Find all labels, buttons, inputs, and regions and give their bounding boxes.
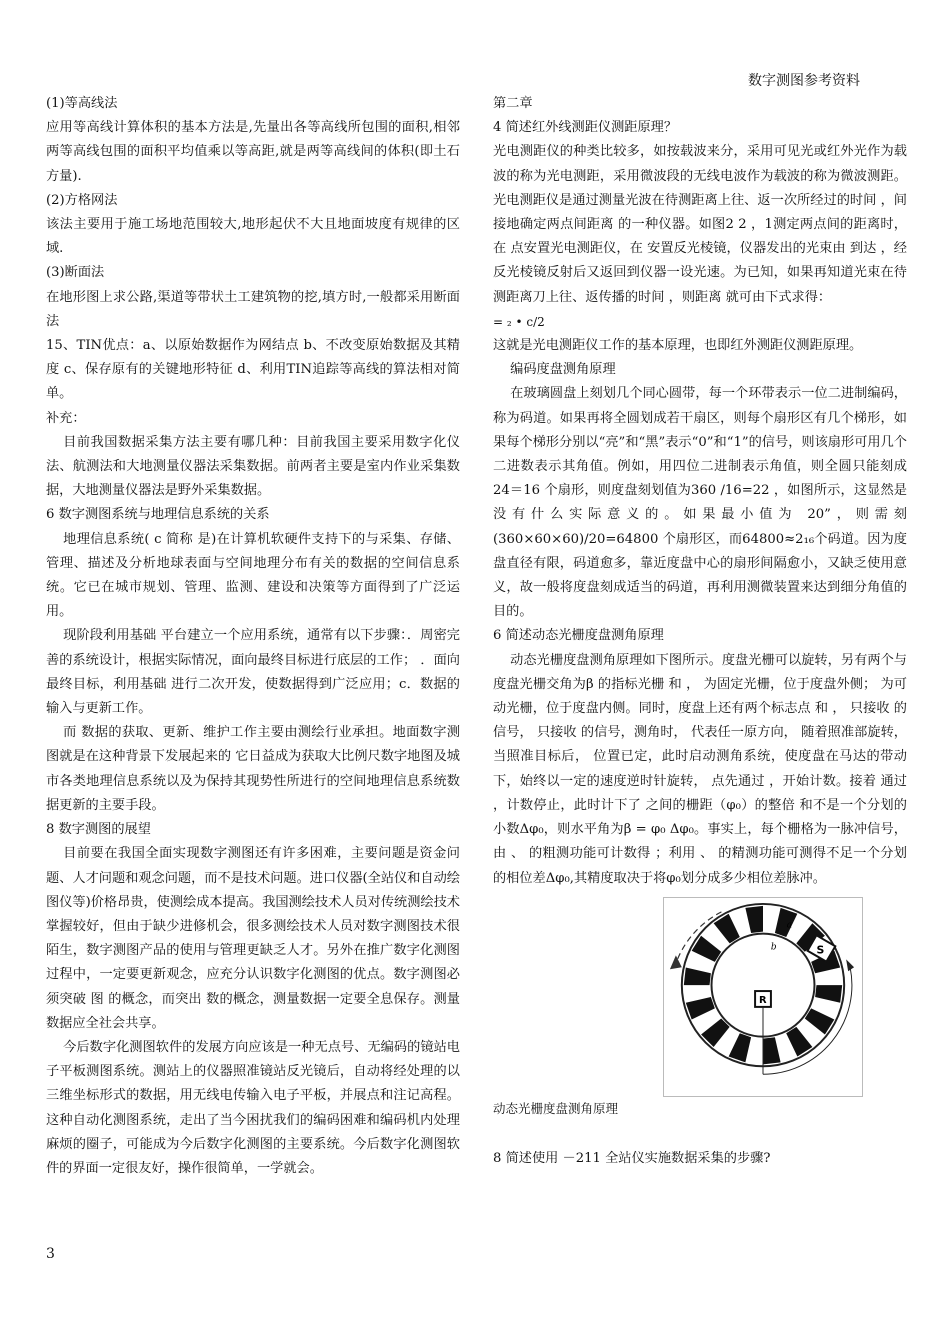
- paragraph: 15、TIN优点：a、以原始数据作为网结点 b、不改变原始数据及其精度 c、保存原有的关键地形特征 d、利用TIN追踪等高线的算法相对简单。: [46, 338, 460, 402]
- paragraph: 目前我国数据采集方法主要有哪几种：目前我国主要采用数字化仪法、航测法和大地测量仪器法采集数据。前两者主要是室内作业采集数据，大地测量仪器法是野外采集数据。: [46, 434, 460, 499]
- marker-b-label: b: [770, 942, 777, 953]
- paragraph: 今后数字化测图软件的发展方向应该是一种无点号、无编码的镜站电子平板测图系统。测站上的仪器照准镜站反光镜后，自动将经处理的以三维坐标形式的数据，用无线电传输入电子平板，并展点和注记高程。这种自动化测图系统，走出了当今困扰我们的编码困难和编码机内处理麻烦的圈子，可能成为今后数字化测图的主要系统。今后数字化测图软件的界面一定很友好，操作很简单，一学就会。: [46, 1039, 460, 1176]
- paragraph: 而 数据的获取、更新、维护工作主要由测绘行业承担。地面数字测图就是在这种背景下发展起来的 它日益成为获取大比例尺数字地图及城市各类地理信息系统以及为保持其现势性所进行的空间地理信息系统数据更新的主要手段。: [46, 725, 460, 813]
- question-heading: 6 简述动态光栅度盘测角原理: [493, 628, 664, 644]
- left-column: [46, 92, 460, 1181]
- paragraph: 该法主要用于施工场地范围较大,地形起伏不大且地面坡度有规律的区域.: [46, 217, 460, 257]
- page-header-title: 数字测图参考资料: [748, 73, 860, 89]
- movable-grating-label: R: [759, 994, 767, 1006]
- paragraph: 应用等高线计算体积的基本方法是,先量出各等高线所包围的面积,相邻两等高线包围的面积平均值乘以等高距,就是两等高线间的体积(即土石方量).: [46, 120, 460, 184]
- marker-a-label: a: [786, 920, 793, 931]
- paragraph: 地理信息系统( c 简称 是)在计算机软硬件支持下的与采集、存储、管理、描述及分析地球表面与空间地理分布有关的数据的空间信息系统。它已在城市规划、管理、监测、建设和决策等方面得到了广泛运用。: [46, 531, 460, 620]
- paragraph: 补充：: [46, 410, 86, 426]
- question-heading: 8 简述使用 －211 全站仪实施数据采集的步骤?: [493, 1150, 771, 1166]
- grating-disk-diagram: [663, 897, 863, 1097]
- paragraph: (1)等高线法: [46, 96, 118, 111]
- paragraph: 动态光栅度盘测角原理如下图所示。度盘光栅可以旋转，另有两个与度盘光栅交角为β 的指标光栅 和 ， 为固定光栅，位于度盘外侧； 为可动光栅，位于度盘内侧。同时，度盘上还有两个标志点 和 ， 只接收 的信号， 只接收 的信号，测角时， 代表任一原方向， 随着照准部旋转，当照准目标后， 位置已定，此时启动测角系统，使度盘在马达的带动下，始终以一定的速度逆时针旋转， 点先通过 ，开始计数。接着 通过 ，计数停止，此时计下了 之间的栅距（φ₀）的整倍 和不是一个分划的小数Δφ₀，则水平角为β = φ₀ Δφ₀。事实上，每个栅格为一脉冲信号，由 、 的粗测功能可计数得 ；利用 、 的精测功能可测得不足一个分划的相位差Δφ₀,其精度取决于将φ₀划分成多少相位差脉冲。: [493, 652, 907, 886]
- figure: [493, 897, 907, 1097]
- section-heading: 编码度盘测角原理: [510, 362, 616, 378]
- fixed-grating-label: S: [816, 943, 825, 957]
- page-number: 3: [46, 1246, 55, 1262]
- chapter-heading: 第二章: [493, 96, 533, 111]
- right-column: [493, 92, 907, 1171]
- paragraph: 光电测距仪的种类比较多，如按载波来分，采用可见光或红外光作为载波的称为光电测距，采用微波段的无线电波作为载波的称为微波测距。光电测距仪是通过测量光波在待测距离上往、返一次所经过的时间 ，间接地确定两点间距离 的一种仪器。如图2 2 ，1测定两点间的距离时，在 点安置光电测距仪，在 安置反光棱镜，仪器发出的光束由 到达 ，经反光棱镜反射后又返回到仪器一设光速。为已知，如果再知道光束在待测距离刀上往、返传播的时间 ，则距离 就可由下式求得：: [493, 144, 907, 305]
- paragraph: (2)方格网法: [46, 192, 118, 208]
- paragraph: 这就是光电测距仪工作的基本原理，也即红外测距仪测距原理。: [493, 338, 863, 354]
- section-heading: 6 数字测图系统与地理信息系统的关系: [46, 507, 270, 523]
- formula: = ₂ • c/2: [493, 314, 545, 329]
- question-heading: 4 简述红外线测距仪测距原理？: [493, 120, 678, 136]
- section-heading: 8 数字测图的展望: [46, 822, 151, 838]
- paragraph: 目前要在我国全面实现数字测图还有许多困难，主要问题是资金问题、人才问题和观念问题，而不是技术问题。进口仪器(全站仪和自动绘图仪等)价格昂贵，使测绘成本提高。我国测绘技术人员对传统测绘技术掌握较好，但由于缺少进修机会，很多测绘技术人员对数字测图技术很陌生，数字测图产品的使用与管理更缺乏人才。另外在推广数字化测图过程中，一定要更新观念，应充分认识数字化测图的优点。数字测图必须突破 图 的概念，而突出 数的概念，测量数据一定要全息保存。测量数据应全社会共享。: [46, 846, 460, 1031]
- paragraph: (3)断面法: [46, 265, 105, 281]
- paragraph: 在地形图上求公路,渠道等带状土工建筑物的挖,填方时,一般都采用断面法: [46, 289, 460, 329]
- paragraph: 现阶段利用基础 平台建立一个应用系统，通常有以下步骤：．周密完善的系统设计，根据实际情况，面向最终目标进行底层的工作； ．面向最终目标，利用基础 进行二次开发，使数据得到广泛应用；c．数据的输入与更新工作。: [46, 628, 460, 717]
- paragraph: 在玻璃圆盘上刻划几个同心圆带，每一个环带表示一位二进制编码，称为码道。如果再将全圆划成若干扇区，则每个扇形区有几个梯形，如果每个梯形分别以“亮”和“黑”表示“0”和“1”的信号，则该扇形可用几个二进数表示其角值。例如，用四位二进制表示角值，则全圆只能刻成 24＝16 个扇形，则度盘刻划值为360 /16=22 ，如图所示，这显然是没有什么实际意义的。如果最小值为 20”，则需刻(360×60×60)/20=64800 个扇形区，而64800≈2₁₆个码道。因为度盘直径有限，码道愈多，靠近度盘中心的扇形间隔愈小，又缺乏使用意义，故一般将度盘刻成适当的码道，再利用测微装置来达到细分角值的目的。: [493, 386, 907, 620]
- figure-caption: 动态光栅度盘测角原理: [493, 1100, 619, 1116]
